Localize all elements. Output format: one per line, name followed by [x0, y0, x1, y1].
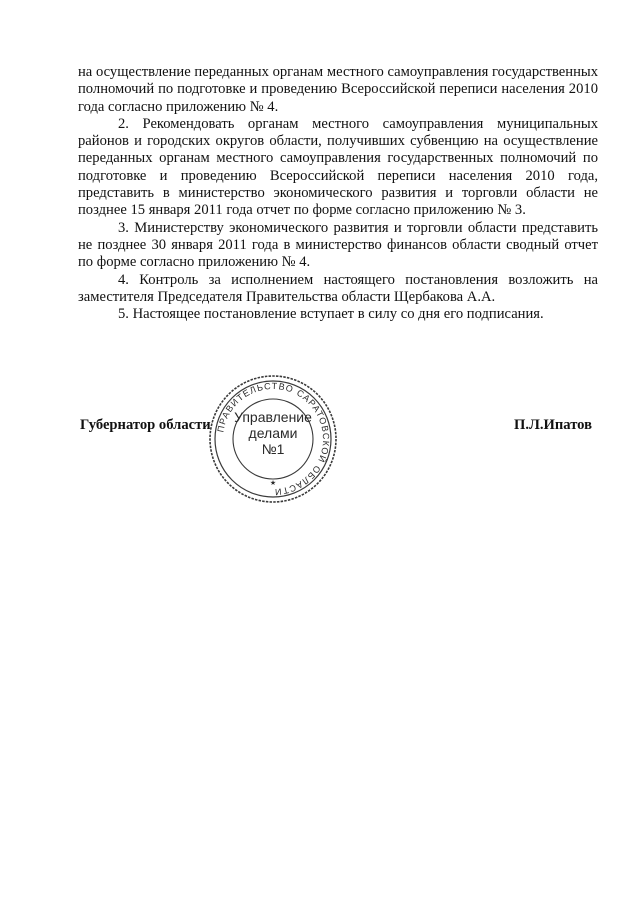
seal-line-2: делами	[248, 425, 298, 441]
seal-star-icon: ★	[269, 479, 277, 487]
paragraph-2: 2. Рекомендовать органам местного самоуправления муниципальных районов и городских округов области, получивших субвенцию на осуществление переданных органам местного самоуправления государственных полномочий по подготовке и проведению Всероссийской переписи населения 2010 года, представить в министерство экономического развития и торговли области не позднее 15 января 2011 года отчет по форме согласно приложению № 3.	[78, 115, 598, 219]
seal-line-3: №1	[261, 441, 285, 457]
seal-center-text	[229, 409, 317, 457]
signatory-name: П.Л.Ипатов	[514, 417, 592, 433]
paragraph-continuation: на осуществление переданных органам местного самоуправления государственных полномочий по подготовке и проведению Всероссийской переписи населения 2010 года согласно приложению № 4.	[78, 64, 598, 115]
document-body	[78, 64, 598, 323]
official-seal	[207, 373, 339, 505]
paragraph-4: 4. Контроль за исполнением настоящего постановления возложить на заместителя Председателя Правительства области Щербакова А.А.	[78, 271, 598, 305]
paragraph-3: 3. Министерству экономического развития и торговли области представить не позднее 30 января 2011 года в министерство финансов области сводный отчет по форме согласно приложению № 4.	[78, 219, 598, 271]
paragraph-5: 5. Настоящее постановление вступает в силу со дня его подписания.	[118, 306, 544, 323]
seal-ring-text: ПРАВИТЕЛЬСТВО САРАТОВСКОЙ ОБЛАСТИ	[215, 380, 332, 498]
signatory-position: Губернатор области	[80, 417, 211, 433]
seal-line-1: Управление	[234, 409, 312, 425]
